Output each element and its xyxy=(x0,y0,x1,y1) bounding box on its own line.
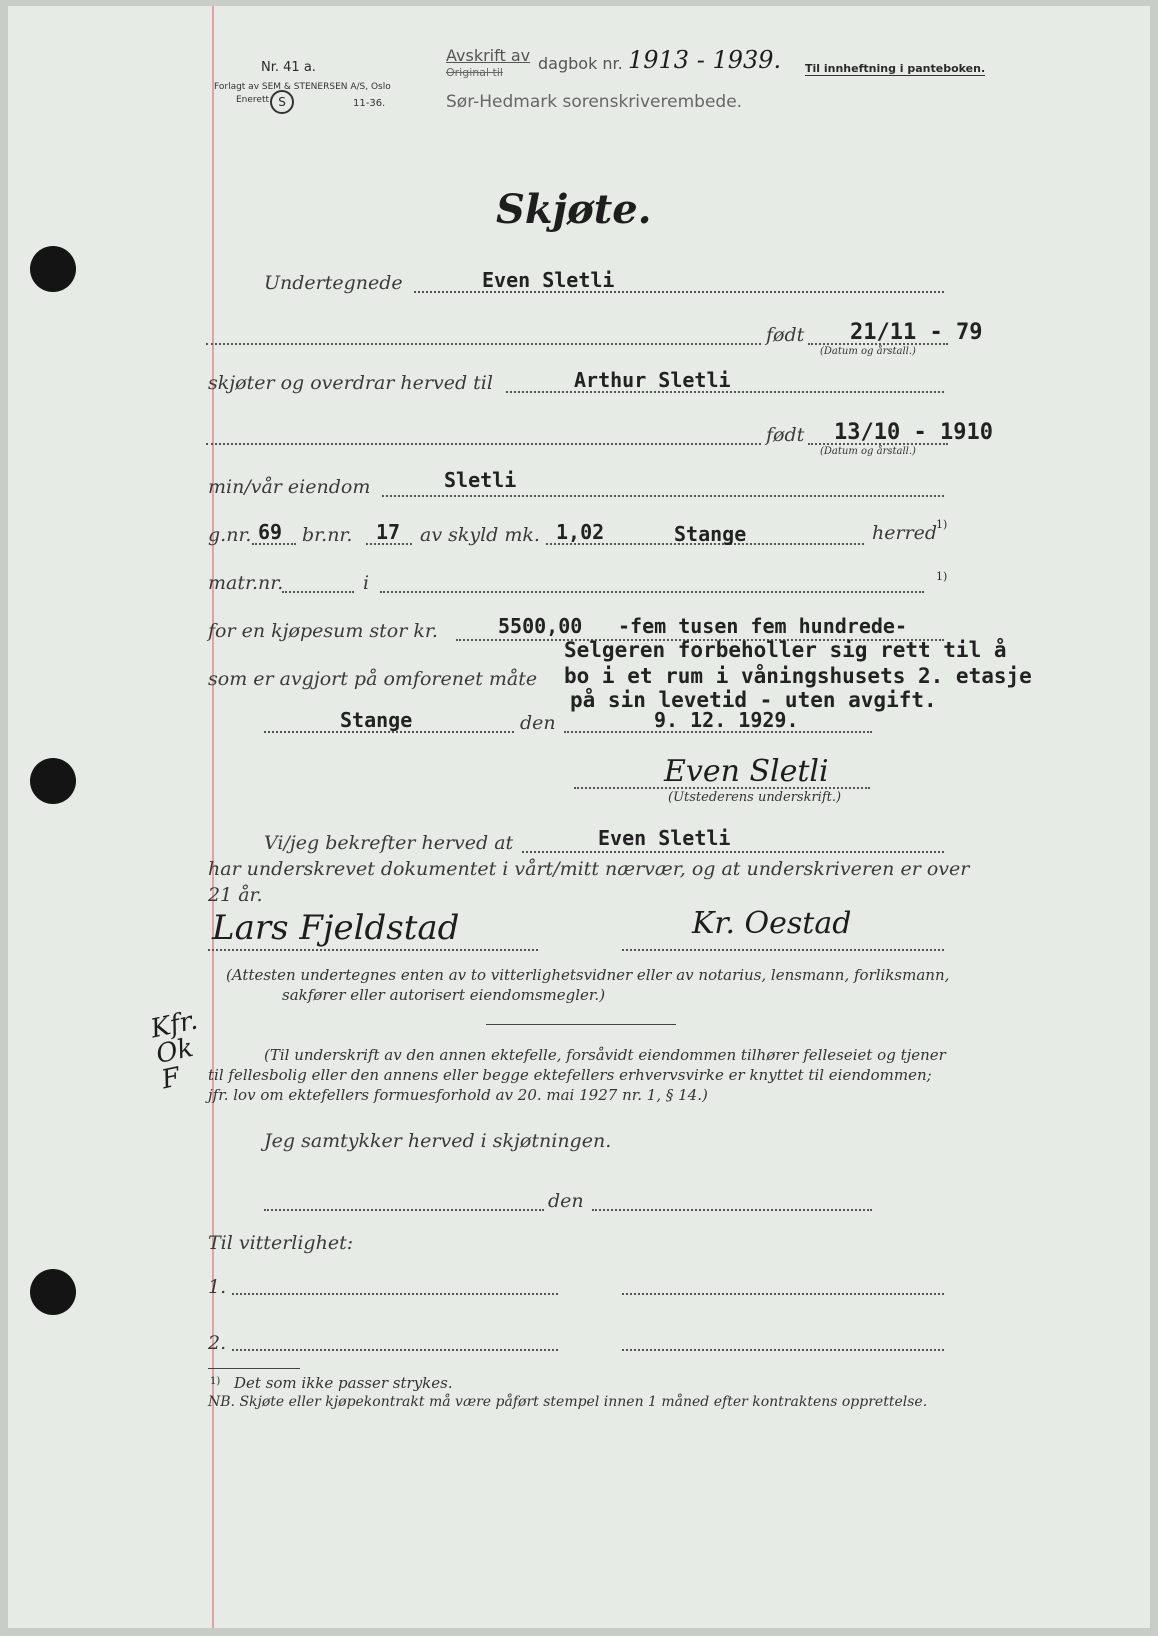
witness-number-2: 2. xyxy=(208,1332,227,1354)
enerett: Enerett xyxy=(236,95,270,105)
footnote-rule xyxy=(208,1368,300,1369)
skyld-value: 1,02 xyxy=(556,520,605,544)
underskrevet-line: har underskrevet dokumentet i vårt/mitt nærvær, og at underskriveren er over xyxy=(208,858,970,880)
vitterlighet-label: Til vitterlighet: xyxy=(208,1232,354,1254)
fodt2-label: født xyxy=(766,424,805,446)
document-title: Skjøte. xyxy=(496,186,652,233)
witness1-signature-line xyxy=(208,948,538,951)
dagbok-label: dagbok nr. xyxy=(538,54,623,73)
footnote-1: Det som ikke passer strykes. xyxy=(234,1374,453,1392)
kjopesum-words: -fem tusen fem hundrede- xyxy=(618,614,907,638)
attest-note-1: (Attesten undertegnes enten av to vitterlighetsvidner eller av notarius, lensmann, forliksmann, xyxy=(226,966,950,984)
brnr-value: 17 xyxy=(376,520,401,544)
brnr-label: br.nr. xyxy=(302,524,353,546)
gnr-label: g.nr. xyxy=(208,524,252,546)
date-value: 9. 12. 1929. xyxy=(654,708,799,732)
footnote-nb: NB. Skjøte eller kjøpekontrakt må være påført stempel innen 1 måned efter kontraktens opprettelse. xyxy=(208,1394,928,1410)
witness2-signature-line xyxy=(622,948,944,951)
fodt1-label: født xyxy=(766,324,805,346)
consent-place-line xyxy=(264,1208,544,1211)
attest-note-2: sakfører eller autorisert eiendomsmegler.) xyxy=(282,986,606,1004)
edition: 11-36. xyxy=(353,98,386,109)
copy-label: Avskrift av xyxy=(446,46,531,65)
eiendom-line xyxy=(382,494,944,497)
dagbok-number: 1913 - 1939. xyxy=(628,46,782,74)
top-right-note: Til innheftning i panteboken. xyxy=(805,62,986,75)
issuer-caption: (Utstederens underskrift.) xyxy=(668,790,842,805)
place-value: Stange xyxy=(340,708,413,732)
condition-line-3: på sin levetid - uten avgift. xyxy=(570,688,937,712)
undertegnede-label: Undertegnede xyxy=(264,272,403,294)
office-name: Sør-Hedmark sorenskriverembede. xyxy=(446,92,743,112)
publisher-logo-icon: S xyxy=(270,90,294,114)
kjopesum-value: 5500,00 xyxy=(498,614,583,638)
spouse-note-2: til fellesbolig eller den annens eller begge ektefellers erhvervsvirke er knyttet til eiendommen; xyxy=(208,1066,932,1084)
witness-line-2a xyxy=(232,1348,558,1351)
den2-label: den xyxy=(548,1190,584,1212)
fodt2-value: 13/10 - 1910 xyxy=(834,420,993,445)
bekrefter-value: Even Sletli xyxy=(598,826,731,850)
matr-footnote-mark: 1) xyxy=(936,570,948,583)
gnr-value: 69 xyxy=(258,520,283,544)
copy-label-struck: Original til xyxy=(446,66,503,79)
herred-footnote-mark: 1) xyxy=(936,518,948,531)
punch-hole-top xyxy=(30,246,76,292)
kjopesum-label: for en kjøpesum stor kr. xyxy=(208,620,438,642)
witness-line-2b xyxy=(622,1348,944,1351)
i-label: i xyxy=(363,572,370,594)
matr-line xyxy=(282,590,354,593)
punch-hole-bottom xyxy=(30,1269,76,1315)
witness-number-1: 1. xyxy=(208,1276,227,1298)
undertegnede-value: Even Sletli xyxy=(482,268,615,292)
margin-note: Kfr. Ok F xyxy=(148,1005,201,1096)
avgjort-label: som er avgjort på omforenet måte xyxy=(208,668,538,690)
footnote-mark: 1) xyxy=(210,1376,221,1387)
witness2-signature: Kr. Oestad xyxy=(692,906,852,941)
witness1-signature: Lars Fjeldstad xyxy=(212,908,460,948)
witness-line-1a xyxy=(232,1292,558,1295)
skyld-label: av skyld mk. xyxy=(420,524,540,546)
skjoter-value: Arthur Sletli xyxy=(574,368,731,392)
fodt2-leader xyxy=(206,442,761,445)
datum-note-1: (Datum og årstall.) xyxy=(820,346,916,357)
age-line: 21 år. xyxy=(208,884,263,906)
datum-note-2: (Datum og årstall.) xyxy=(820,446,916,457)
document-page xyxy=(8,6,1150,1628)
fodt1-leader xyxy=(206,342,761,345)
condition-line-2: bo i et rum i våningshusets 2. etasje xyxy=(564,664,1032,688)
witness-line-1b xyxy=(622,1292,944,1295)
matr-label: matr.nr. xyxy=(208,572,284,594)
separator-rule xyxy=(486,1024,676,1025)
herred-label: herred xyxy=(872,522,938,544)
spouse-note-1: (Til underskrift av den annen ektefelle, forsåvidt eiendommen tilhører felleseiet og tjener xyxy=(264,1046,946,1064)
consent-date-line xyxy=(592,1208,872,1211)
skjoter-label: skjøter og overdrar herved til xyxy=(208,372,493,394)
eiendom-value: Sletli xyxy=(444,468,517,492)
i-line xyxy=(380,590,924,593)
fodt1-value: 21/11 - 79 xyxy=(850,320,983,345)
samtykker-line: Jeg samtykker herved i skjøtningen. xyxy=(264,1130,612,1152)
spouse-note-3: jfr. lov om ektefellers formuesforhold av 20. mai 1927 nr. 1, § 14.) xyxy=(208,1086,708,1104)
eiendom-label: min/vår eiendom xyxy=(208,476,371,498)
form-number: Nr. 41 a. xyxy=(261,60,316,75)
publisher: Forlagt av SEM & STENERSEN A/S, Oslo xyxy=(214,82,391,92)
issuer-signature-line xyxy=(574,786,870,789)
herred-value: Stange xyxy=(674,522,747,546)
condition-line-1: Selgeren forbeholler sig rett til å xyxy=(564,638,1007,662)
den-label: den xyxy=(520,712,556,734)
issuer-signature: Even Sletli xyxy=(664,754,829,789)
punch-hole-middle xyxy=(30,758,76,804)
bekrefter-line xyxy=(522,850,944,853)
bekrefter-label: Vi/jeg bekrefter herved at xyxy=(264,832,514,854)
